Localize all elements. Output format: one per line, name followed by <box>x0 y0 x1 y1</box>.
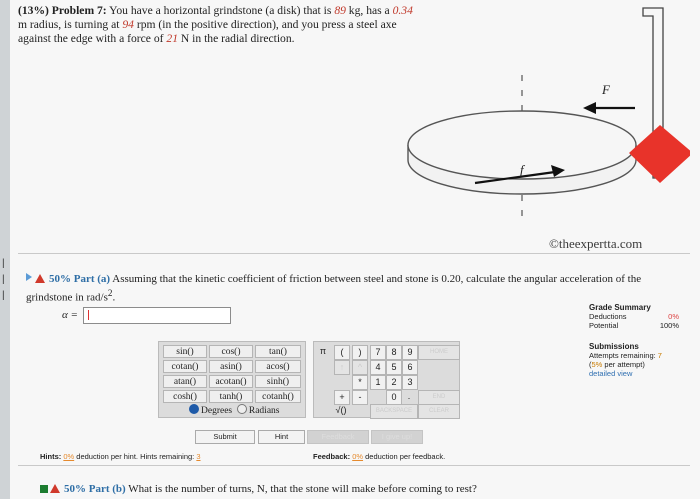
rparen-button[interactable]: ) <box>352 345 368 360</box>
part-b-label: 50% Part (b) <box>64 483 126 495</box>
tanh-button[interactable]: tanh() <box>209 390 253 403</box>
caret-button[interactable]: ^ <box>352 360 368 375</box>
function-panel <box>158 341 306 418</box>
radius-value: 0.34 <box>392 4 413 17</box>
feedback-row <box>313 452 445 461</box>
deductions-label: Deductions <box>589 312 627 321</box>
key-0[interactable]: 0 <box>386 390 402 405</box>
per-attempt-value: 5% <box>591 360 603 369</box>
hint-button[interactable]: Hint <box>258 430 305 444</box>
detailed-view-link[interactable]: detailed view <box>589 369 633 378</box>
problem-text: against the edge with a force of <box>18 32 167 45</box>
part-a-text: Assuming that the kinetic coefficient of friction between steel and stone is 0.20, calculate the angular acceleration of the <box>112 273 642 285</box>
answer-label: α = <box>62 309 78 321</box>
hints-row <box>40 452 201 461</box>
up-arrow-button[interactable]: ↑ <box>334 360 350 375</box>
edge-mark: | <box>2 274 5 285</box>
attempts-label: Attempts remaining: <box>589 351 658 360</box>
atan-button[interactable]: atan() <box>163 375 207 388</box>
part-b-question <box>40 483 477 495</box>
cotanh-button[interactable]: cotanh() <box>255 390 301 403</box>
divider <box>18 253 690 254</box>
keypad <box>313 341 460 418</box>
key-dot[interactable]: . <box>407 391 411 401</box>
feedback-label: Feedback: <box>313 452 351 461</box>
key-9[interactable]: 9 <box>402 345 418 360</box>
sqrt-button[interactable]: √() <box>335 405 347 415</box>
part-a-label: 50% Part (a) <box>49 273 111 285</box>
home-button[interactable]: HOME <box>418 345 460 360</box>
feedback-deduction-text: deduction per feedback. <box>363 452 446 461</box>
problem-text: m radius, is turning at <box>18 18 123 31</box>
key-5[interactable]: 5 <box>386 360 402 375</box>
friction-label: f <box>520 162 524 177</box>
cosh-button[interactable]: cosh() <box>163 390 207 403</box>
mass-value: 89 <box>334 4 346 17</box>
key-3[interactable]: 3 <box>402 375 418 390</box>
acos-button[interactable]: acos() <box>255 360 301 373</box>
problem-text: N in the radial direction. <box>178 32 295 45</box>
cotan-button[interactable]: cotan() <box>163 360 207 373</box>
potential-value: 100% <box>659 321 679 330</box>
hints-label: Hints: <box>40 452 62 461</box>
radians-radio[interactable] <box>237 404 247 414</box>
multiply-button[interactable]: * <box>352 375 368 390</box>
part-a-question <box>26 272 646 305</box>
grade-summary-title: Grade Summary <box>589 303 651 312</box>
problem-text: You have a horizontal grindstone (a disk) that is <box>109 4 335 17</box>
plus-button[interactable]: + <box>334 390 350 405</box>
tan-button[interactable]: tan() <box>255 345 301 358</box>
sin-button[interactable]: sin() <box>163 345 207 358</box>
feedback-deduction-value: 0% <box>352 452 364 461</box>
rpm-value: 94 <box>122 18 134 31</box>
warning-icon <box>50 484 60 493</box>
divider <box>18 465 690 466</box>
submissions-panel: Submissions Attempts remaining: 7 (5% per attempt) detailed view <box>589 342 689 378</box>
backspace-button[interactable]: BACKSPACE <box>370 404 418 419</box>
minus-button[interactable]: - <box>352 390 368 405</box>
part-a-superscript: 2 <box>107 288 113 298</box>
axe-blade <box>629 125 690 183</box>
hints-remaining: 3 <box>196 452 201 461</box>
warning-icon <box>35 274 45 283</box>
per-attempt-label: per attempt) <box>602 360 645 369</box>
answer-input[interactable] <box>83 307 231 324</box>
feedback-button[interactable]: Feedback <box>307 430 369 444</box>
problem-text: kg, has a <box>345 4 393 17</box>
part-a-text: . <box>112 291 116 304</box>
problem-text: rpm (in the positive direction), and you press a steel axe <box>133 18 397 31</box>
expand-triangle-icon[interactable] <box>26 273 32 281</box>
submissions-title: Submissions <box>589 342 639 351</box>
pi-button[interactable]: π <box>319 346 327 356</box>
force-label: F <box>602 82 610 97</box>
problem-label: (13%) Problem 7: <box>18 4 107 17</box>
left-edge <box>0 0 10 499</box>
deductions-value: 0% <box>668 312 679 321</box>
sinh-button[interactable]: sinh() <box>255 375 301 388</box>
clear-button[interactable]: CLEAR <box>418 404 460 419</box>
status-icon <box>40 485 48 493</box>
watermark: ©theexpertta.com <box>549 236 643 251</box>
force-arrowhead <box>583 102 596 114</box>
degrees-radio[interactable] <box>189 404 199 414</box>
key-6[interactable]: 6 <box>402 360 418 375</box>
part-b-text: What is the number of turns, N, that the stone will make before coming to rest? <box>128 483 477 495</box>
angle-mode <box>189 404 279 416</box>
radians-label: Radians <box>248 406 280 416</box>
end-button[interactable]: END <box>418 390 460 405</box>
hint-deduction-text: deduction per hint. Hints remaining: <box>74 452 197 461</box>
edge-mark: | <box>2 258 5 269</box>
text-cursor <box>88 310 89 320</box>
key-2[interactable]: 2 <box>386 375 402 390</box>
acotan-button[interactable]: acotan() <box>209 375 253 388</box>
edge-mark: | <box>2 290 5 301</box>
key-4[interactable]: 4 <box>370 360 386 375</box>
key-1[interactable]: 1 <box>370 375 386 390</box>
potential-label: Potential <box>589 321 619 330</box>
lparen-button[interactable]: ( <box>334 345 350 360</box>
force-value: 21 <box>166 32 178 45</box>
degrees-label: Degrees <box>201 406 233 416</box>
asin-button[interactable]: asin() <box>209 360 253 373</box>
grindstone-figure <box>392 0 690 235</box>
hint-deduction-value: 0% <box>63 452 75 461</box>
part-a-text: grindstone in rad/s <box>26 291 108 304</box>
grade-summary <box>589 303 679 330</box>
give-up-button[interactable]: I give up! <box>371 430 423 444</box>
key-8[interactable]: 8 <box>386 345 402 360</box>
key-7[interactable]: 7 <box>370 345 386 360</box>
submit-button[interactable]: Submit <box>195 430 255 444</box>
attempts-value: 7 <box>657 351 662 360</box>
cos-button[interactable]: cos() <box>209 345 253 358</box>
problem-statement <box>18 4 438 46</box>
